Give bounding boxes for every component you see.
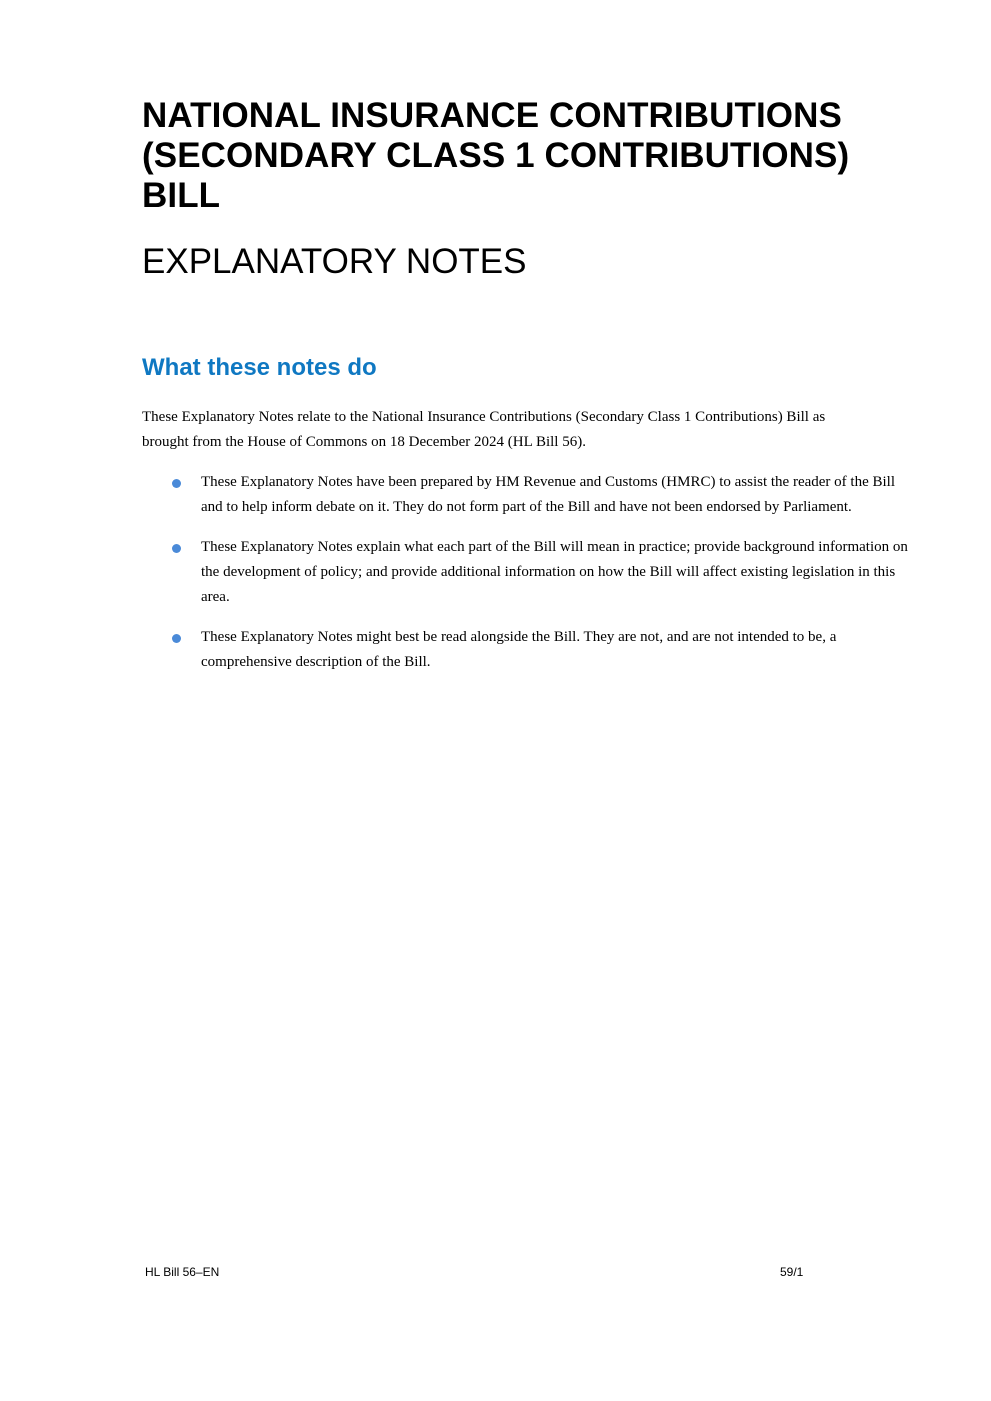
footer-page-code: 59/1 (780, 1265, 804, 1279)
bullet-dot-icon (172, 544, 181, 553)
bullet-item (172, 535, 912, 610)
bullet-text: These Explanatory Notes might best be read alongside the Bill. They are not, and are not intended to be, a comprehensive description of the Bill. (201, 629, 837, 670)
bullet-text: These Explanatory Notes explain what each part of the Bill will mean in practice; provide background information on the development of policy; and provide additional information on how the Bill will affect existing legislation in this area. (201, 539, 908, 605)
section-heading: What these notes do (142, 354, 377, 381)
footer-bill-reference: HL Bill 56–EN (145, 1265, 220, 1279)
bullet-dot-icon (172, 479, 181, 488)
title-line-3: BILL (142, 176, 221, 215)
bullet-dot-icon (172, 634, 181, 643)
title-line-1: NATIONAL INSURANCE CONTRIBUTIONS (142, 96, 842, 135)
bullet-list (172, 470, 912, 690)
intro-paragraph: These Explanatory Notes relate to the National Insurance Contributions (Secondary Class 1 Contributions) Bill as brought from the House of Commons on 18 December 2024 (HL Bill 56). (142, 409, 826, 450)
document-title (142, 96, 942, 216)
document-subtitle: EXPLANATORY NOTES (142, 242, 527, 281)
title-line-2: (SECONDARY CLASS 1 CONTRIBUTIONS) (142, 136, 850, 175)
bullet-item (172, 625, 912, 675)
bullet-text: These Explanatory Notes have been prepared by HM Revenue and Customs (HMRC) to assist the reader of the Bill and to help inform debate on it. They do not form part of the Bill and have not been endorsed by Parliament. (201, 474, 895, 515)
bullet-item (172, 470, 912, 520)
